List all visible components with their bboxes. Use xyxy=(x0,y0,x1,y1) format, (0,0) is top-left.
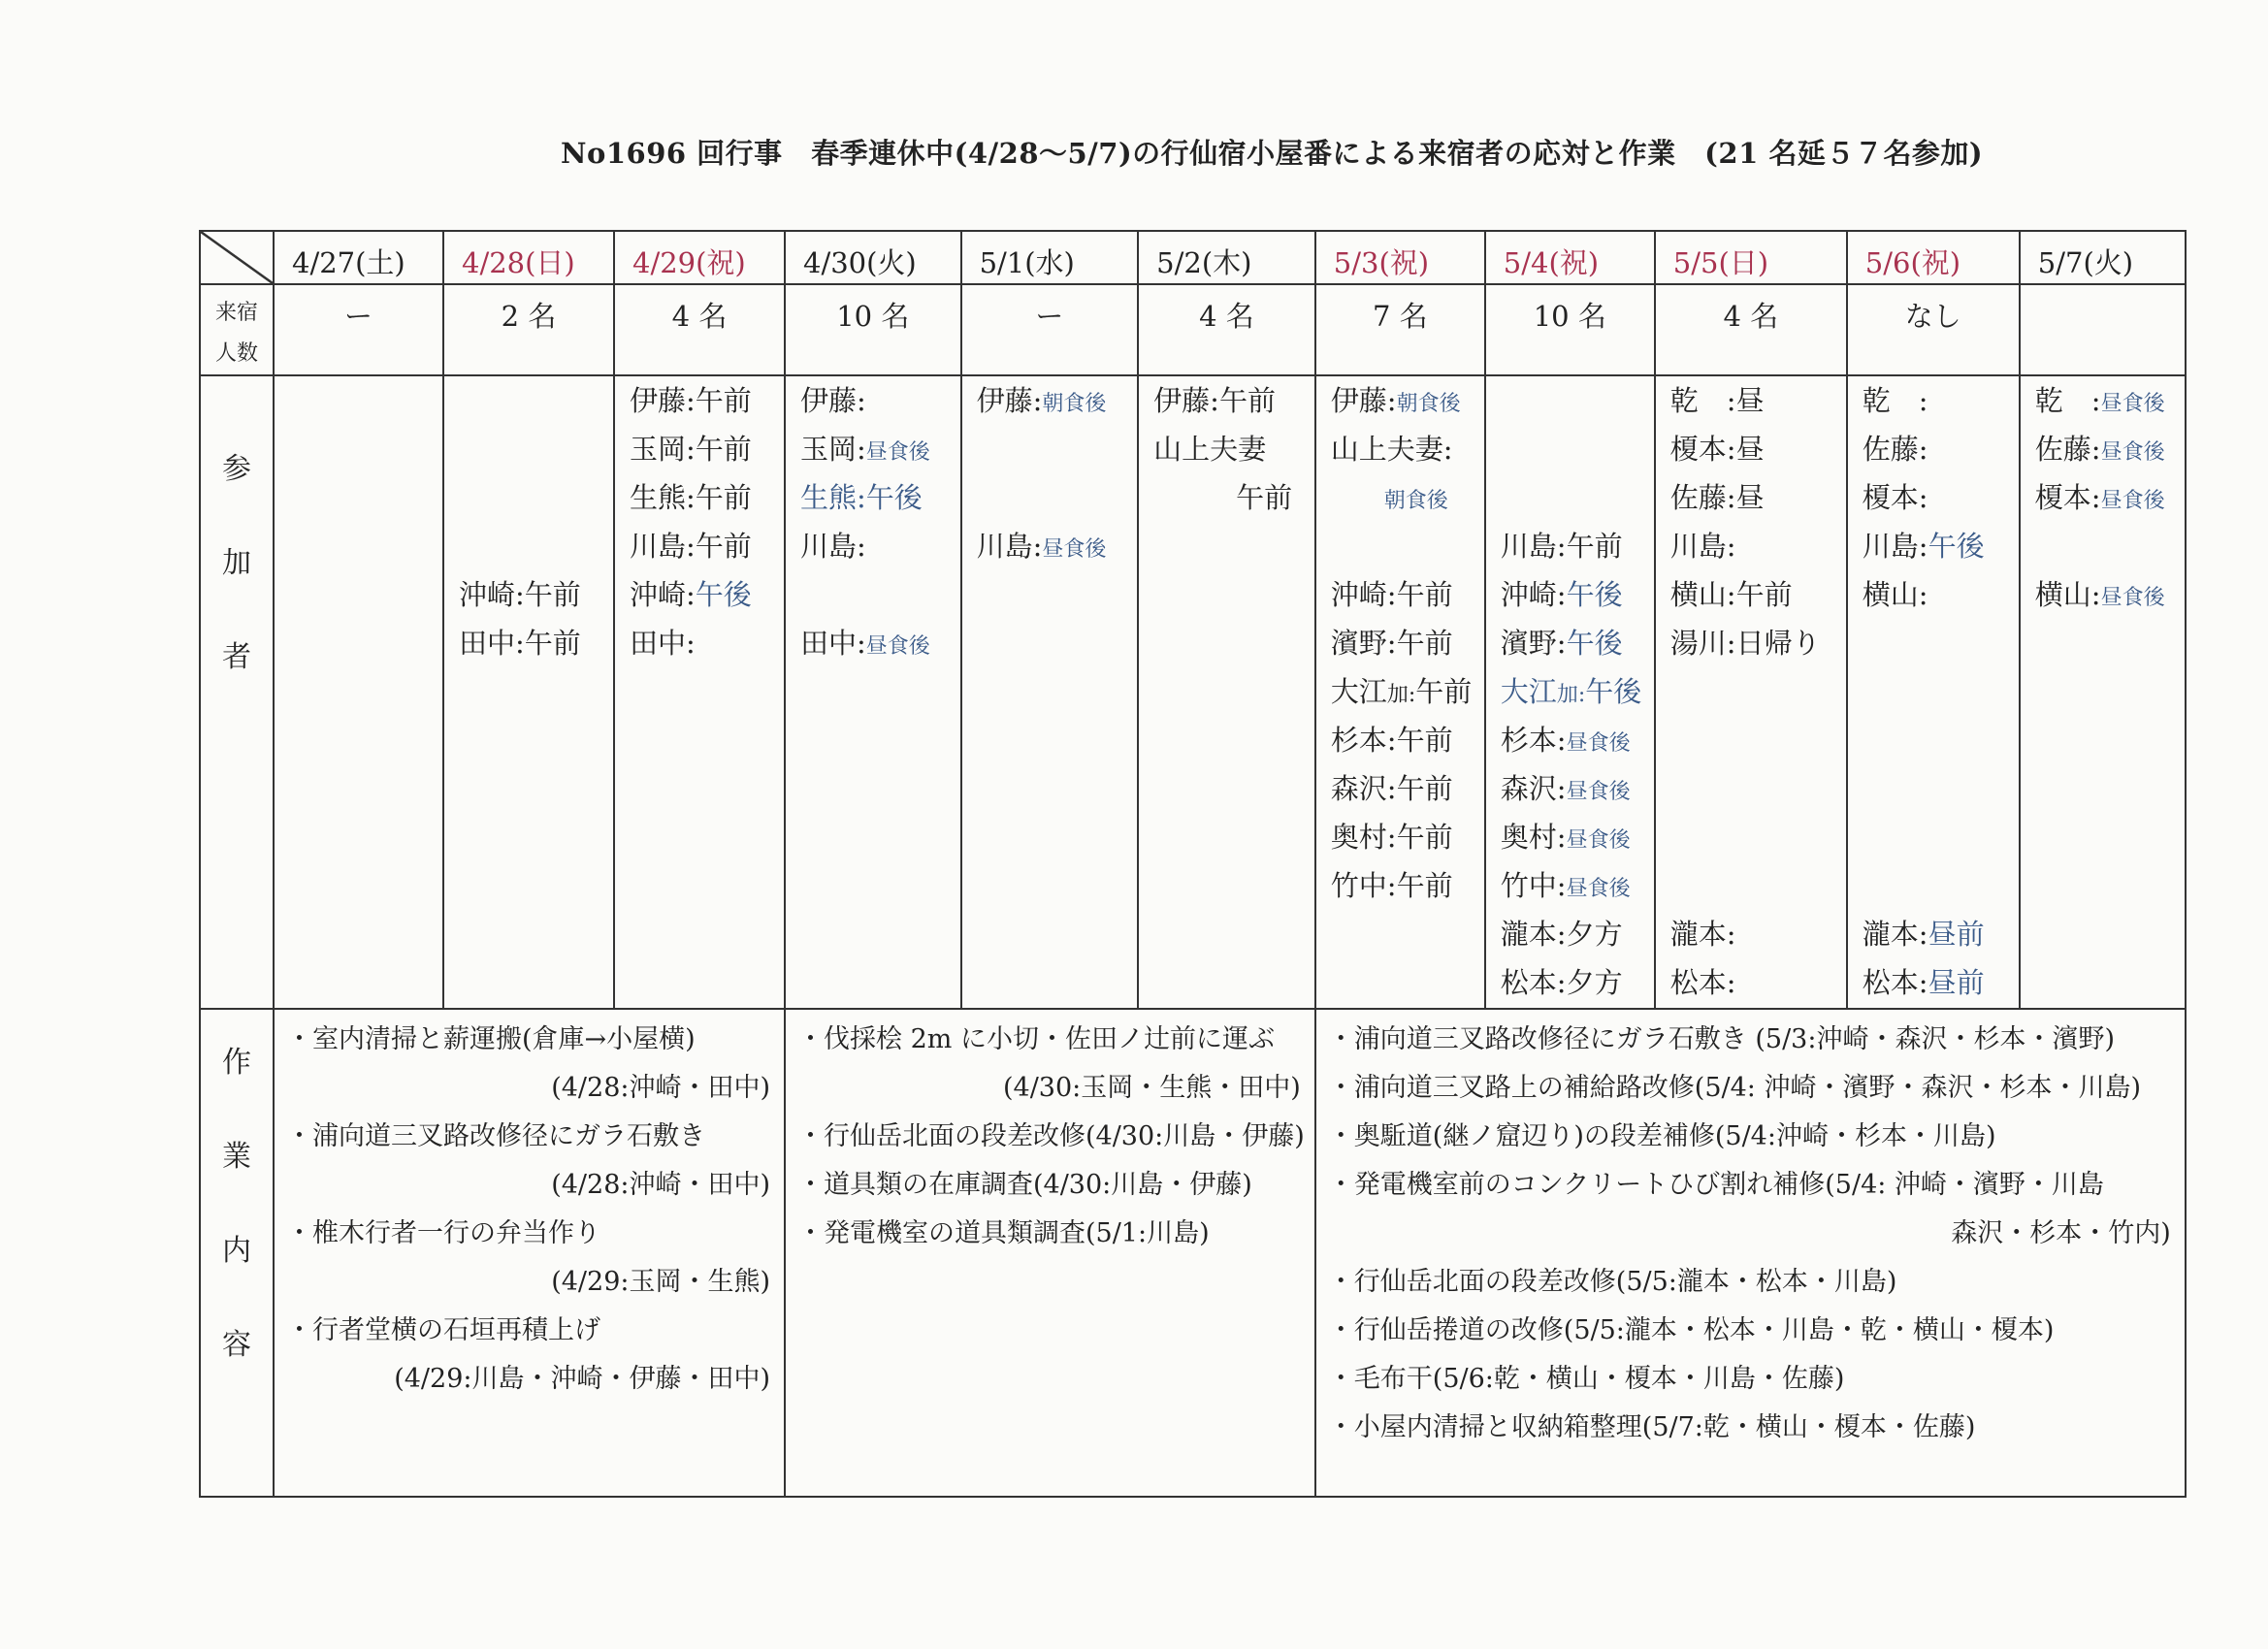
date-header: 5/2(木) xyxy=(1138,231,1315,284)
work-label xyxy=(200,1009,274,1497)
participant-entry xyxy=(1501,473,1654,522)
participant-text: 奥村: xyxy=(1500,821,1567,854)
participant-entry xyxy=(1863,425,2019,473)
participant-text: 生熊:午後 xyxy=(800,481,923,514)
work-item: ・道具類の在庫調査(4/30:川島・伊藤) xyxy=(797,1170,1252,1200)
work-item: ・行仙岳捲道の改修(5/5:瀧本・松本・川島・乾・横山・榎本) xyxy=(1327,1315,2055,1345)
participant-entry xyxy=(2035,425,2185,473)
participants-cell xyxy=(1847,375,2020,1009)
work-members: (4/28:沖崎・田中) xyxy=(551,1170,770,1200)
participant-text: 横山: xyxy=(2034,578,2101,611)
participant-text: 田中: xyxy=(630,627,696,660)
work-label-text: 作 業 内 容 xyxy=(222,1046,251,1362)
participant-text: 昼前 xyxy=(1928,966,1985,999)
participant-text: 玉岡: xyxy=(800,433,866,466)
date-header: 5/7(火) xyxy=(2020,231,2186,284)
participant-text: 竹中:午前 xyxy=(1330,869,1453,902)
participant-text: 田中: xyxy=(800,627,866,660)
participant-text: 午前 xyxy=(1415,675,1473,708)
participant-entry xyxy=(1501,376,1654,425)
visitor-count: ー xyxy=(274,284,443,375)
participant-entry xyxy=(1863,473,2019,522)
participant-text: 午後 xyxy=(1566,578,1623,611)
participant-text: 午後 xyxy=(695,578,752,611)
participant-entry xyxy=(977,376,1138,425)
participant-entry xyxy=(630,619,784,667)
participant-text: 昼食後 xyxy=(2100,586,2165,610)
participant-entry xyxy=(1670,376,1846,425)
participant-entry xyxy=(1863,619,2019,667)
participant-text: 沖崎:午前 xyxy=(1330,578,1453,611)
participant-entry xyxy=(1863,813,2019,861)
participant-entry xyxy=(1501,522,1654,570)
participant-text: 昼食後 xyxy=(1566,731,1631,756)
participant-text: 瀧本:夕方 xyxy=(1500,918,1623,951)
participant-text: 濱野:午前 xyxy=(1330,627,1453,660)
participant-text: 森沢:午前 xyxy=(1330,772,1453,805)
participant-text: 朝食後 xyxy=(1042,392,1107,416)
participant-entry xyxy=(1863,667,2019,716)
participant-entry xyxy=(630,376,784,425)
participant-entry xyxy=(1331,376,1484,425)
participant-text: 山上夫妻: xyxy=(1330,433,1453,466)
participant-text: 昼食後 xyxy=(1566,877,1631,901)
date-header-row xyxy=(200,231,2186,284)
participant-entry xyxy=(1670,861,1846,910)
work-members: (4/29:玉岡・生熊) xyxy=(551,1267,770,1297)
participant-entry xyxy=(1501,764,1654,813)
participant-text: 昼食後 xyxy=(1042,537,1107,562)
participant-entry xyxy=(1863,910,2019,958)
participant-entry xyxy=(1670,958,1846,1007)
participant-text: 瀧本: xyxy=(1669,918,1736,951)
participant-text: 田中:午前 xyxy=(459,627,581,660)
participant-entry xyxy=(1331,667,1484,716)
work-item: ・発電機室前のコンクリートひび割れ補修(5/4: 沖崎・濱野・川島 xyxy=(1327,1170,2104,1200)
participant-entry xyxy=(1501,619,1654,667)
participant-text: 伊藤: xyxy=(800,384,866,417)
participant-entry xyxy=(1501,958,1654,1007)
participant-text: 榎本: xyxy=(1862,481,1928,514)
participant-entry xyxy=(1501,910,1654,958)
participant-entry xyxy=(800,376,960,425)
participant-text: 横山:午前 xyxy=(1669,578,1793,611)
participant-text: 奥村:午前 xyxy=(1330,821,1453,854)
date-header: 4/27(土) xyxy=(274,231,443,284)
participant-entry xyxy=(800,522,960,570)
participant-entry xyxy=(1331,619,1484,667)
participants-cell xyxy=(1485,375,1655,1009)
participant-entry xyxy=(1670,813,1846,861)
participant-entry xyxy=(1501,813,1654,861)
participant-entry xyxy=(1331,522,1484,570)
participant-entry xyxy=(1863,570,2019,619)
work-item: ・行者堂横の石垣再積上げ xyxy=(286,1315,600,1345)
participants-label-text: 参 加 者 xyxy=(222,452,251,674)
participant-text: 川島:午前 xyxy=(1500,530,1623,563)
participant-text: 松本: xyxy=(1862,966,1928,999)
visitor-count: ー xyxy=(961,284,1139,375)
participant-entry xyxy=(630,473,784,522)
work-item: ・浦向道三叉路改修径にガラ石敷き (5/3:沖崎・森沢・杉本・濱野) xyxy=(1327,1024,2115,1054)
participant-text: 乾 :昼 xyxy=(1669,384,1765,417)
work-group-cell xyxy=(785,1009,1315,1497)
work-members: (4/28:沖崎・田中) xyxy=(551,1073,770,1103)
work-item: ・発電機室の道具類調査(5/1:川島) xyxy=(797,1218,1210,1248)
participant-entry xyxy=(1501,425,1654,473)
participant-text: 川島: xyxy=(800,530,866,563)
participant-text: 佐藤: xyxy=(1862,433,1928,466)
visitor-count xyxy=(2020,284,2186,375)
date-header: 5/3(祝) xyxy=(1315,231,1485,284)
participant-entry xyxy=(1863,764,2019,813)
date-header: 5/6(祝) xyxy=(1847,231,2020,284)
participant-text: 伊藤: xyxy=(976,384,1043,417)
date-header: 4/29(祝) xyxy=(614,231,785,284)
participants-cell xyxy=(274,375,443,1009)
participant-text: 昼食後 xyxy=(1566,780,1631,804)
participant-text: 松本:夕方 xyxy=(1500,966,1623,999)
participant-entry xyxy=(1331,716,1484,764)
participant-entry xyxy=(459,473,613,522)
work-item: ・椎木行者一行の弁当作り xyxy=(286,1218,600,1248)
participant-entry xyxy=(1863,861,2019,910)
participant-text: 伊藤: xyxy=(1330,384,1397,417)
participant-text: 佐藤: xyxy=(2034,433,2101,466)
participant-text: 昼前 xyxy=(1928,918,1985,951)
participant-entry xyxy=(1670,522,1846,570)
participant-entry xyxy=(1501,570,1654,619)
participant-entry xyxy=(1670,619,1846,667)
participant-entry xyxy=(800,473,960,522)
participant-entry xyxy=(977,522,1138,570)
participant-entry xyxy=(1153,473,1314,522)
participant-entry xyxy=(977,425,1138,473)
participant-entry xyxy=(459,570,613,619)
participant-text: 生熊:午前 xyxy=(630,481,752,514)
participant-text: 佐藤:昼 xyxy=(1669,481,1765,514)
participants-cell xyxy=(1315,375,1485,1009)
participants-cell xyxy=(2020,375,2186,1009)
participant-text: 川島: xyxy=(1669,530,1736,563)
participant-entry xyxy=(1501,667,1654,716)
work-item: ・行仙岳北面の段差改修(5/5:瀧本・松本・川島) xyxy=(1327,1267,1897,1297)
participant-entry xyxy=(1670,764,1846,813)
participant-entry xyxy=(1670,910,1846,958)
work-item: ・小屋内清掃と収納箱整理(5/7:乾・横山・榎本・佐藤) xyxy=(1327,1412,1976,1442)
visitor-count-row xyxy=(200,284,2186,375)
visitor-count: 10 名 xyxy=(1485,284,1655,375)
participant-entry xyxy=(1331,473,1484,522)
participants-row xyxy=(200,375,2186,1009)
participant-entry xyxy=(2035,570,2185,619)
work-item: ・伐採桧 2m に小切・佐田ノ辻前に運ぶ xyxy=(797,1024,1275,1054)
participant-entry xyxy=(1863,716,2019,764)
participant-text: 川島: xyxy=(1862,530,1928,563)
participant-text: 玉岡:午前 xyxy=(630,433,752,466)
participant-text: 杉本: xyxy=(1500,724,1567,757)
participant-text: 昼食後 xyxy=(865,634,930,659)
participant-text: 沖崎: xyxy=(630,578,696,611)
participant-entry xyxy=(2035,522,2185,570)
work-item: ・行仙岳北面の段差改修(4/30:川島・伊藤) xyxy=(797,1121,1305,1151)
date-header: 5/4(祝) xyxy=(1485,231,1655,284)
participant-text: 湯川:日帰り xyxy=(1669,627,1821,660)
visitor-count: なし xyxy=(1847,284,2020,375)
participant-entry xyxy=(1863,958,2019,1007)
visitor-count: 4 名 xyxy=(614,284,785,375)
date-header: 4/30(火) xyxy=(785,231,961,284)
participant-text: 朝食後 xyxy=(1396,392,1461,416)
participant-text: 朝食後 xyxy=(1383,489,1448,513)
participant-entry xyxy=(2035,473,2185,522)
participant-text: 加: xyxy=(1386,683,1416,707)
participant-text: 乾 : xyxy=(1862,384,1928,417)
participants-cell xyxy=(1138,375,1315,1009)
participant-text: 杉本:午前 xyxy=(1330,724,1453,757)
participant-entry xyxy=(459,522,613,570)
work-item: ・室内清掃と薪運搬(倉庫→小屋横) xyxy=(286,1024,696,1054)
work-item: ・毛布干(5/6:乾・横山・榎本・川島・佐藤) xyxy=(1327,1364,1845,1394)
participant-entry xyxy=(1501,716,1654,764)
participant-entry xyxy=(977,473,1138,522)
participants-cell xyxy=(443,375,614,1009)
visitor-label-line1: 来宿 xyxy=(214,301,258,325)
participant-entry xyxy=(459,619,613,667)
participant-text: 濱野: xyxy=(1500,627,1567,660)
participant-text: 昼食後 xyxy=(2100,489,2165,513)
work-group-cell xyxy=(1315,1009,2186,1497)
participant-text: 伊藤:午前 xyxy=(630,384,752,417)
visitor-count: 4 名 xyxy=(1655,284,1847,375)
participant-text: 大江 xyxy=(1330,675,1387,708)
participant-entry xyxy=(630,425,784,473)
participant-entry xyxy=(1331,813,1484,861)
participants-cell xyxy=(1655,375,1847,1009)
work-item: ・奥駈道(継ノ窟辺り)の段差補修(5/4:沖崎・杉本・川島) xyxy=(1327,1121,1996,1151)
participant-entry xyxy=(459,425,613,473)
participants-cell xyxy=(961,375,1139,1009)
participant-text: 乾 : xyxy=(2034,384,2101,417)
participant-text: 昼食後 xyxy=(865,440,930,465)
participant-text: 伊藤:午前 xyxy=(1153,384,1276,417)
participant-entry xyxy=(1331,570,1484,619)
participant-text: 午後 xyxy=(1585,675,1642,708)
participant-text: 竹中: xyxy=(1500,869,1567,902)
visitor-count-label xyxy=(200,284,274,375)
participant-text: 大江 xyxy=(1500,675,1557,708)
participant-text: 榎本: xyxy=(2034,481,2101,514)
visitor-count: 7 名 xyxy=(1315,284,1485,375)
participant-text: 加: xyxy=(1556,683,1586,707)
participant-text: 瀧本: xyxy=(1862,918,1928,951)
participant-entry xyxy=(1863,522,2019,570)
participant-entry xyxy=(459,376,613,425)
work-item: ・浦向道三叉路改修径にガラ石敷き xyxy=(286,1121,705,1151)
participant-text: 横山: xyxy=(1862,578,1928,611)
page-title: No1696 回行事 春季連休中(4/28～5/7)の行仙宿小屋番による来宿者の応対と作業 (21 名延５７名参加) xyxy=(561,137,1984,170)
participant-text: 昼食後 xyxy=(2100,392,2165,416)
date-header: 5/1(水) xyxy=(961,231,1139,284)
work-members: (4/30:玉岡・生熊・田中) xyxy=(1003,1073,1301,1103)
participant-text: 午前 xyxy=(1236,481,1293,514)
participant-text: 川島:午前 xyxy=(630,530,752,563)
participants-cell xyxy=(614,375,785,1009)
visitor-label-line2: 人数 xyxy=(214,341,258,366)
participant-entry xyxy=(1153,425,1314,473)
participant-entry xyxy=(1670,570,1846,619)
participant-text: 昼食後 xyxy=(1566,828,1631,853)
participant-entry xyxy=(1670,473,1846,522)
date-header: 5/5(日) xyxy=(1655,231,1847,284)
work-members: 森沢・杉本・竹内) xyxy=(1951,1218,2171,1248)
participant-text: 山上夫妻 xyxy=(1153,433,1267,466)
participant-entry xyxy=(1331,861,1484,910)
participant-entry xyxy=(1331,425,1484,473)
participant-entry xyxy=(630,570,784,619)
work-item: ・浦向道三叉路上の補給路改修(5/4: 沖崎・濱野・森沢・杉本・川島) xyxy=(1327,1073,2141,1103)
participant-entry xyxy=(1501,861,1654,910)
participant-text: 川島: xyxy=(976,530,1043,563)
participants-label xyxy=(200,375,274,1009)
participant-entry xyxy=(2035,376,2185,425)
work-row xyxy=(200,1009,2186,1497)
participant-entry xyxy=(800,619,960,667)
participant-text: 沖崎:午前 xyxy=(459,578,581,611)
participant-entry xyxy=(630,522,784,570)
visitor-count: 4 名 xyxy=(1138,284,1315,375)
participants-cell xyxy=(785,375,961,1009)
participant-entry xyxy=(800,425,960,473)
participant-entry xyxy=(1670,667,1846,716)
participant-text: 松本: xyxy=(1669,966,1736,999)
participant-entry xyxy=(1863,376,2019,425)
visitor-count: 10 名 xyxy=(785,284,961,375)
participant-text: 榎本:昼 xyxy=(1669,433,1765,466)
participant-entry xyxy=(1153,376,1314,425)
work-group-cell xyxy=(274,1009,785,1497)
participant-text: 森沢: xyxy=(1500,772,1567,805)
work-members: (4/29:川島・沖崎・伊藤・田中) xyxy=(394,1364,770,1394)
participant-text: 午後 xyxy=(1566,627,1623,660)
participant-text: 午後 xyxy=(1928,530,1985,563)
schedule-table xyxy=(199,230,2187,1498)
participant-entry xyxy=(800,570,960,619)
visitor-count: 2 名 xyxy=(443,284,614,375)
corner-cell xyxy=(200,231,274,284)
participant-text: 沖崎: xyxy=(1500,578,1567,611)
participant-entry xyxy=(1331,764,1484,813)
participant-entry xyxy=(1670,716,1846,764)
participant-text: 昼食後 xyxy=(2100,440,2165,465)
participant-entry xyxy=(1670,425,1846,473)
date-header: 4/28(日) xyxy=(443,231,614,284)
